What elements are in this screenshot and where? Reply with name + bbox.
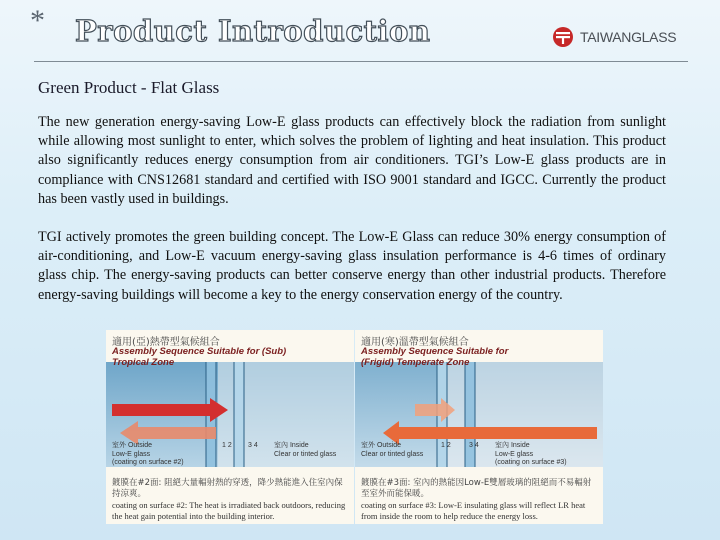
tropical-heading-en: Assembly Sequence Suitable for (Sub) Tropical Zone [112,346,287,368]
header-divider [34,61,688,62]
temperate-heading-en: Assembly Sequence Suitable for (Frigid) Temperate Zone [361,346,509,368]
tropical-outside-label: 室外 Outside [112,442,153,449]
intro-paragraph-1: The new generation energy-saving Low-E glass products can effectively block the radiation from sunlight while allowing most sunlight to enter, which solves the problem of lighting and heat insulation. This product also significantly reduces energy consumption from air conditioners. TGI’s Low-E glass products are in compliance with CNS12681 standard and certified with ISO 9001 standard and IGCC. Currently the product has been vastly used in buildings. [38,114,666,207]
temperate-heading-cn: 適用(寒)溫帶型氣候組合 [361,337,469,348]
temperate-zone-panel [355,330,603,524]
temperate-inside-label: 室內 Inside [495,442,530,449]
tropical-heading-cn: 適用(亞)熱帶型氣候組合 [112,337,220,348]
tropical-description-cn: 鍍膜在#2面: 阻絕大量輻射熱的穿透，降少熱能進入住室內保持涼爽。 [112,478,343,499]
lowe-glass-diagram [106,330,603,524]
logo-text: TAIWANGLASS [580,29,677,45]
page-title: Product Introduction [75,14,431,48]
temperate-outside-label: 室外 Outside [361,442,402,449]
tropical-clear-label: Clear or tinted glass [274,451,337,458]
section-subtitle: Green Product - Flat Glass [38,78,220,97]
temperate-coating-label: (coating on surface #3) [495,459,567,466]
tropical-zone-panel [106,330,354,524]
temperate-surface-numbers: 1 2 [441,442,451,449]
title-bullet: * [30,4,45,37]
tropical-inside-label: 室內 Inside [274,442,309,449]
tropical-description-en: coating on surface #2: The heat is irradiated back outdoors, reducing the heat gain potential into the building interior. [112,500,346,521]
tropical-coating-label: (coating on surface #2) [112,459,184,466]
taiwanglass-logo-icon [552,26,574,48]
temperate-clear-label: Clear or tinted glass [361,451,424,458]
tropical-surface-numbers: 1 2 [222,442,232,449]
temperate-description-cn: 鍍膜在#3面: 室內的熱能因Low-E雙層玻璃的阻絕而不易輻射至室外而能保暖。 [361,478,592,499]
temperate-description-en: coating on surface #3: Low-E insulating glass will reflect LR heat from inside the room to help reduce the energy loss. [361,500,586,521]
tropical-surface-numbers-inner: 3 4 [248,442,258,449]
temperate-surface-numbers-inner: 3 4 [469,442,479,449]
intro-paragraph-2: TGI actively promotes the green building concept. The Low-E Glass can reduce 30% energy consumption of air-conditioning, and Low-E vacuum energy-saving glass insulation performance is 4-6 times of ordinary glass chip. The energy-saving products can better conserve energy than other industrial products. Therefore energy-saving buildings will become a key to the energy conservation energy of the country. [38,229,666,303]
tropical-lowe-label: Low-E glass [112,451,151,458]
company-logo [552,26,676,48]
temperate-lowe-label: Low-E glass [495,451,534,458]
